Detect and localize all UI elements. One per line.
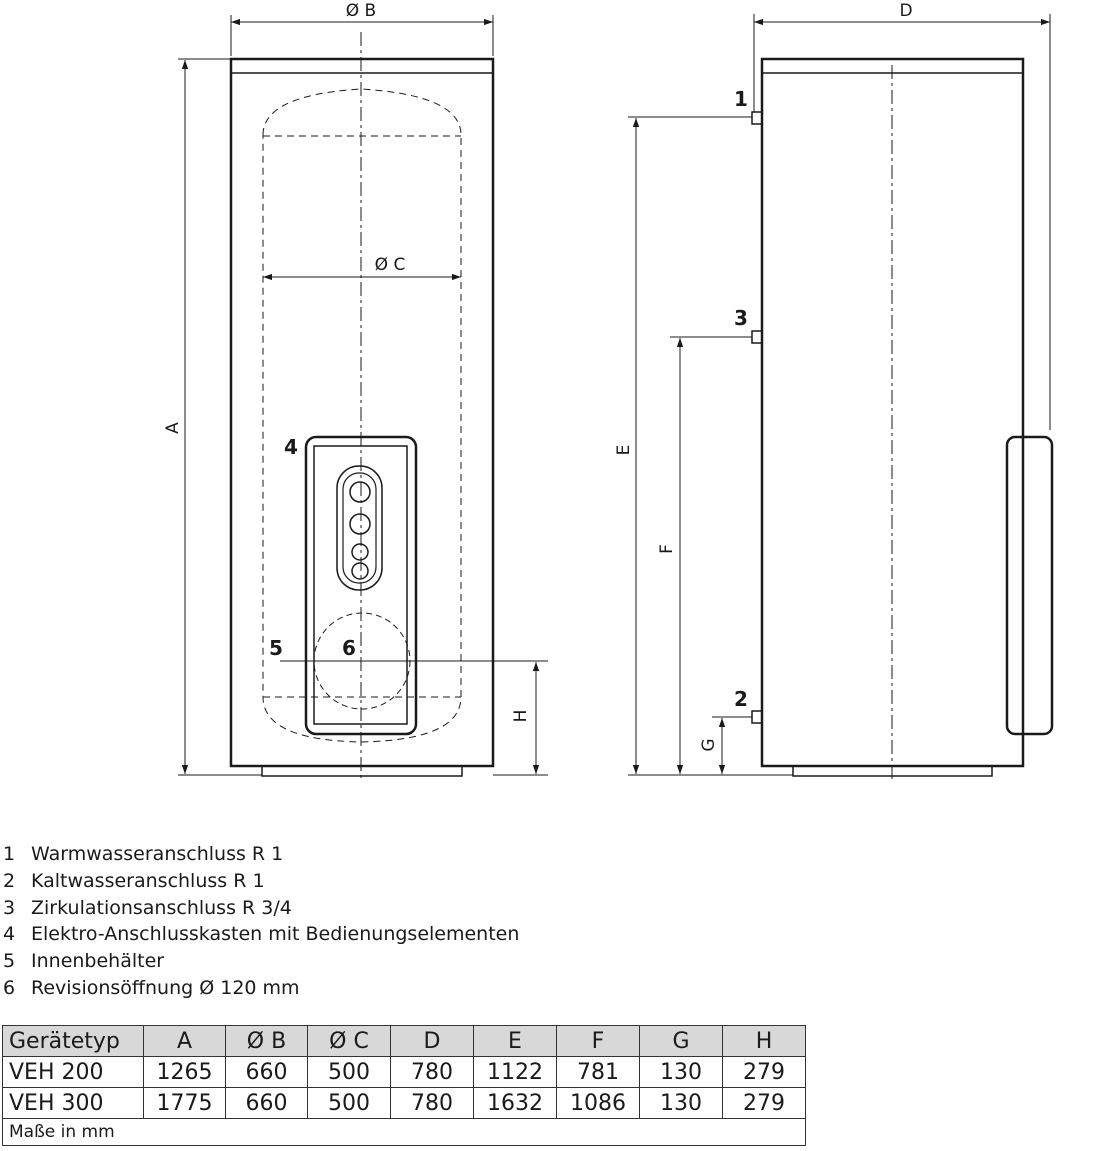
table-cell: 1632 <box>474 1088 557 1119</box>
table-row <box>3 1088 806 1119</box>
header-geraetetyp: Gerätetyp <box>3 1026 144 1057</box>
legend-number: 2 <box>3 869 16 892</box>
header-d: D <box>391 1026 474 1057</box>
dim-label-e: E <box>614 444 634 456</box>
dim-label-b: Ø B <box>345 1 377 21</box>
dim-label-c: Ø C <box>374 255 406 275</box>
callout-4: 4 <box>284 435 298 459</box>
callout-6: 6 <box>342 636 356 660</box>
table-cell: 500 <box>308 1088 391 1119</box>
legend-number: 5 <box>3 950 16 973</box>
header-c: Ø C <box>308 1026 391 1057</box>
table-cell: 279 <box>723 1088 806 1119</box>
dim-label-h: H <box>511 709 531 723</box>
dim-label-f: F <box>657 544 677 554</box>
front-view <box>178 15 548 782</box>
callout-1: 1 <box>734 87 748 111</box>
table-cell: 279 <box>723 1057 806 1088</box>
table-cell: 780 <box>391 1088 474 1119</box>
header-b: Ø B <box>226 1026 308 1057</box>
dimensions-table <box>2 1025 806 1146</box>
table-cell: VEH 200 <box>3 1057 144 1088</box>
header-e: E <box>474 1026 557 1057</box>
callout-2: 2 <box>734 687 748 711</box>
legend-text: Revisionsöffnung Ø 120 mm <box>31 976 300 999</box>
legend-item <box>0 921 519 948</box>
table-cell: 781 <box>557 1057 640 1088</box>
table-cell: 500 <box>308 1057 391 1088</box>
dim-label-g: G <box>699 738 719 752</box>
table-cell: 660 <box>226 1088 308 1119</box>
table-cell: 780 <box>391 1057 474 1088</box>
header-f: F <box>557 1026 640 1057</box>
table-header-row <box>3 1026 806 1057</box>
callout-5: 5 <box>269 636 283 660</box>
callout-3: 3 <box>734 306 748 330</box>
legend-text: Kaltwasseranschluss R 1 <box>31 869 265 892</box>
legend-item <box>0 975 519 1002</box>
table-cell: 1122 <box>474 1057 557 1088</box>
side-view <box>628 14 1052 782</box>
table-cell: 130 <box>640 1088 723 1119</box>
table-row <box>3 1057 806 1088</box>
table-cell: 1086 <box>557 1088 640 1119</box>
header-h: H <box>723 1026 806 1057</box>
legend-text: Zirkulationsanschluss R 3/4 <box>31 896 292 919</box>
legend-number: 3 <box>3 896 16 919</box>
legend-text: Innenbehälter <box>31 950 165 973</box>
units-note: Maße in mm <box>3 1119 806 1146</box>
table-footer-row <box>3 1119 806 1146</box>
table-cell: 660 <box>226 1057 308 1088</box>
table-cell: VEH 300 <box>3 1088 144 1119</box>
legend-item <box>0 868 519 895</box>
legend-number: 6 <box>3 976 16 999</box>
header-g: G <box>640 1026 723 1057</box>
legend-item <box>0 895 519 922</box>
legend-text: Elektro-Anschlusskasten mit Bedienungselementen <box>31 923 520 946</box>
legend-item <box>0 841 519 868</box>
table-cell: 1265 <box>144 1057 226 1088</box>
legend-text: Warmwasseranschluss R 1 <box>31 843 284 865</box>
legend-list <box>0 841 519 1002</box>
dim-label-d: D <box>899 1 913 21</box>
dim-label-a: A <box>163 422 183 434</box>
table-cell: 1775 <box>144 1088 226 1119</box>
table-cell: 130 <box>640 1057 723 1088</box>
legend-number: 4 <box>3 923 16 946</box>
legend-item <box>0 948 519 975</box>
legend-number: 1 <box>3 843 16 865</box>
header-a: A <box>144 1026 226 1057</box>
